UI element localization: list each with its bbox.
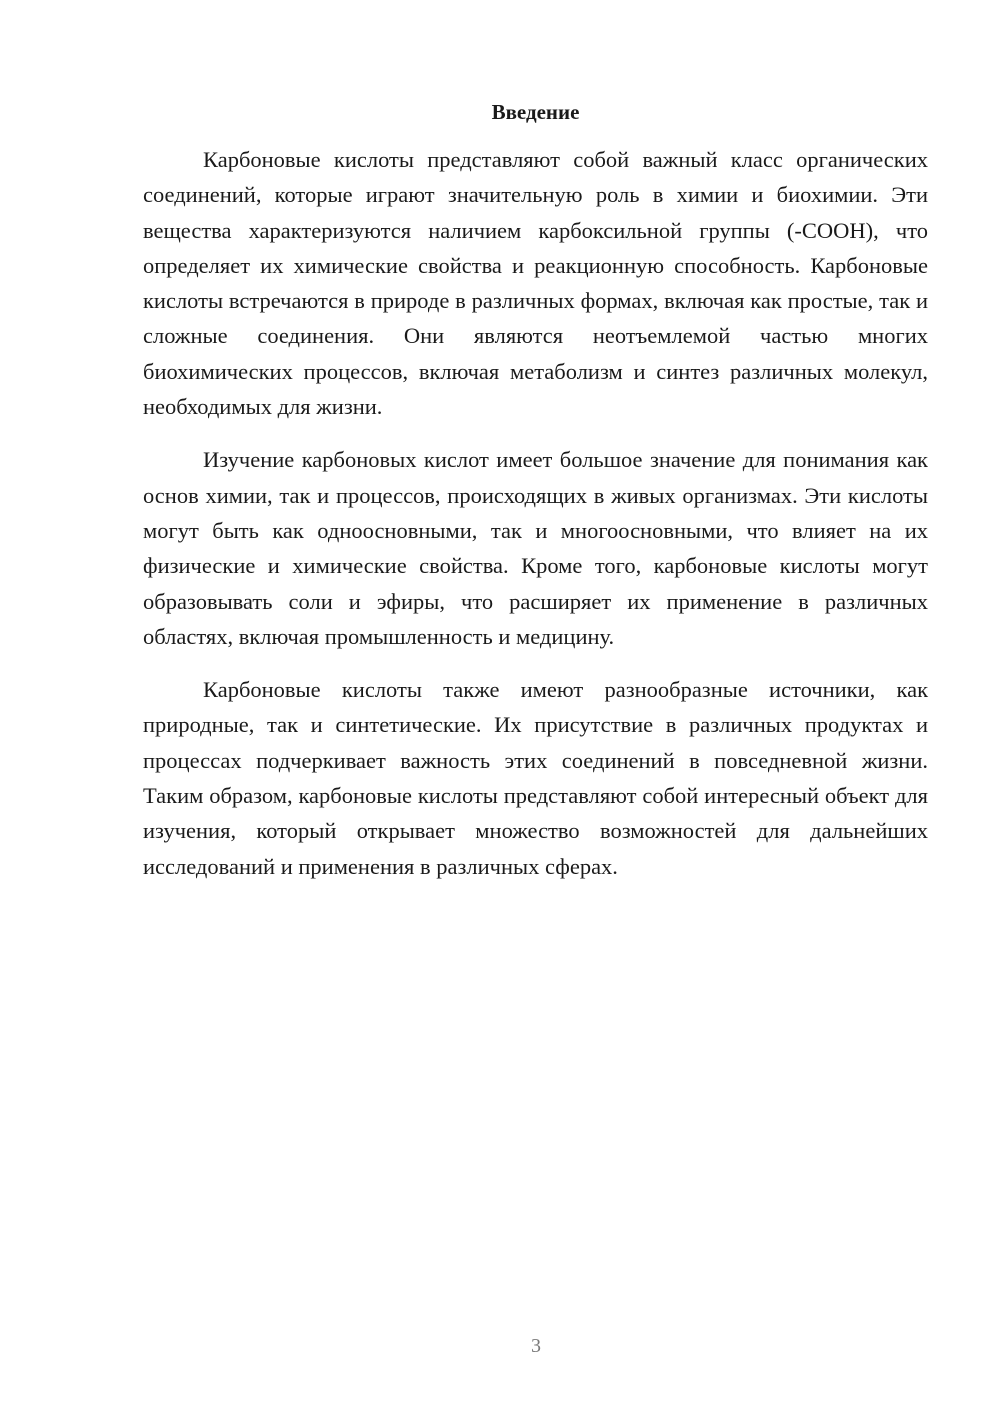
paragraph-2: Изучение карбоновых кислот имеет большое значение для понимания как основ химии, так и процессов, происходящих в живых организмах. Эти кислоты могут быть как одноосновными, так и многоосновными, что влияет на их физические и химические свойства. Кроме того, карбоновые кислоты могут образовывать соли и эфиры, что расширяет их применение в различных областях, включая промышленность и медицину. bbox=[143, 447, 928, 649]
body-text bbox=[143, 142, 928, 902]
section-heading: Введение bbox=[491, 100, 580, 124]
paragraph-3: Карбоновые кислоты также имеют разнообразные источники, как природные, так и синтетические. Их присутствие в различных продуктах и процессах подчеркивает важность этих соединений в повседневной жизни. Таким образом, карбоновые кислоты представляют собой интересный объект для изучения, который открывает множество возможностей для дальнейших исследований и применения в различных сферах. bbox=[143, 677, 928, 879]
page-number: 3 bbox=[531, 1335, 541, 1357]
paragraph-1: Карбоновые кислоты представляют собой важный класс органических соединений, которые играют значительную роль в химии и биохимии. Эти вещества характеризуются наличием карбоксильной группы (-COOH), что определяет их химические свойства и реакционную способность. Карбоновые кислоты встречаются в природе в различных формах, включая как простые, так и сложные соединения. Они являются неотъемлемой частью многих биохимических процессов, включая метаболизм и синтез различных молекул, необходимых для жизни. bbox=[143, 147, 928, 420]
